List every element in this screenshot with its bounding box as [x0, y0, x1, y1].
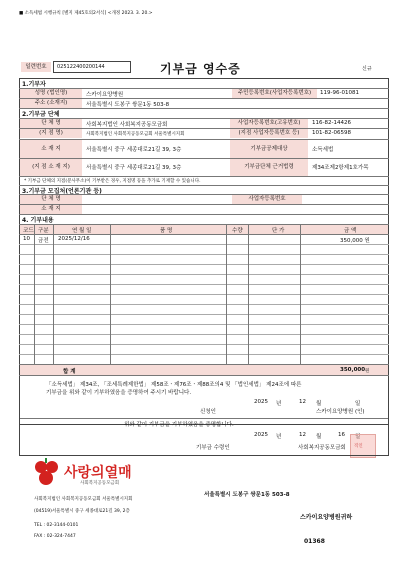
table-row-line: [19, 344, 389, 345]
donor-section-title: 1.기부자: [22, 81, 46, 88]
donor-id-label: 주민등록번호(사업자등록번호): [232, 89, 317, 98]
org-regno-label: 사업자등록번호(고유번호): [230, 119, 308, 128]
org-branch-label: (지 점 명): [20, 129, 82, 138]
recipient-code: 01368: [304, 538, 325, 545]
cert-day-unit: 일: [355, 401, 361, 407]
cert2-year-unit: 년: [276, 434, 282, 440]
donor-address-label: 주소 (소재지): [20, 99, 82, 108]
col-code: 코드: [23, 228, 34, 234]
cert2-month: 12: [299, 432, 306, 438]
org-basis-label: 기부금단체 근거법령: [230, 159, 308, 176]
footer-address: (04519)서울특별시 중구 세종대로21길 39, 2층: [34, 509, 130, 514]
org-branch-location-value: 서울특별시 중구 세종대로21길 39, 3층: [86, 165, 182, 171]
confirm-text: 위와 같이 기부금을 기부하였음을 증명합니다.: [124, 422, 234, 428]
page-title: 기부금 영수증: [160, 62, 241, 76]
recruiter-name-label: 단 체 명: [20, 195, 82, 204]
row-date: 2025/12/16: [58, 236, 90, 242]
table-row-line: [19, 284, 389, 285]
table-row-line: [19, 264, 389, 265]
org-type-label: 기부금공제대상: [230, 140, 308, 158]
row-type: 금전: [38, 238, 49, 244]
col-qty: 수량: [232, 228, 243, 234]
org-branch-regno-value: 101-82-06598: [312, 130, 351, 136]
cert2-day-unit: 일: [355, 434, 361, 440]
footer-tel: TEL : 02-3144-0101: [34, 523, 79, 528]
footer-org: 사회복지법인 사회복지공동모금회 서울특별시지회: [34, 497, 133, 502]
recruiter-section-title: 3.기부금 모집처(언론기관 등): [22, 188, 102, 195]
org-name-value: 사회복지법인 사회복지공동모금회: [86, 122, 168, 128]
logo-text: 사랑의열매: [64, 465, 132, 481]
recruiter-location-label: 소 재 지: [20, 205, 82, 214]
table-row-line: [19, 354, 389, 355]
official-seal: 직인: [350, 434, 376, 458]
table-row-line: [19, 334, 389, 335]
org-basis-value: 제34조제2항제1호가목: [312, 165, 369, 171]
cert-month: 12: [299, 399, 306, 405]
row-code: 10: [23, 236, 30, 242]
cert2-day: 16: [338, 432, 345, 438]
donor-address-value: 서울특별시 도봉구 쌍문1동 503-8: [86, 102, 170, 108]
applicant-value: 스카이요양병원 (인): [316, 409, 365, 415]
cert-line1: 「소득세법」 제34조, 「조세특례제한법」 제58조ㆍ제76조ㆍ제88조의4 및 「법인세법」 제24조에 따른: [46, 382, 302, 388]
col-item: 품 명: [160, 228, 173, 234]
logo-fruit-icon: [30, 458, 64, 492]
serial-value: 025122400200144: [57, 64, 105, 70]
col-price: 단 가: [272, 228, 285, 234]
donor-name-label: 성명 (법인명): [20, 89, 82, 98]
org-name-label: 단 체 명: [20, 119, 82, 128]
recruiter-regno-label: 사업자등록번호: [232, 195, 302, 204]
cert-year-unit: 년: [276, 401, 282, 407]
col-amount: 금 액: [344, 228, 357, 234]
table-row-line: [19, 274, 389, 275]
table-row-line: [19, 314, 389, 315]
form-reference: ■ 소득세법 시행규칙 [별지 제45호의2서식] <개정 2023. 3. 20.>: [19, 11, 153, 16]
org-branch-value: 사회복지법인 사회복지공동모금회 서울특별시지회: [86, 132, 185, 137]
org-regno-value: 116-82-14426: [312, 120, 351, 126]
row-amount: 350,000 원: [340, 238, 370, 244]
total-label: 합 계: [63, 369, 76, 375]
donor-name-value: 스카이요양병원: [86, 92, 124, 98]
total-value: 350,000: [340, 367, 366, 373]
donor-id-value: 119-96-01081: [320, 90, 359, 96]
col-type: 구분: [38, 228, 49, 234]
table-row-line: [19, 244, 389, 245]
total-unit: 원: [365, 369, 370, 374]
donations-section-title: 4. 기부내용: [22, 217, 54, 224]
org-branch-regno-label: (지점 사업자등록번호 등): [230, 129, 308, 138]
table-row-line: [19, 254, 389, 255]
footer-fax: FAX : 02-324-7447: [34, 534, 76, 539]
table-row-line: [19, 324, 389, 325]
col-date: 연 월 일: [72, 228, 92, 234]
status-label: 신규: [362, 66, 372, 72]
cert-frame: [19, 376, 389, 456]
org-note: * 기부금 단체의 지점(분사무소)이 기부받은 경우, 지점명 등을 추가로 기재할 수 있습니다.: [24, 179, 201, 184]
org-branch-location-label: (지 점 소 재 지): [20, 159, 82, 176]
table-row-line: [19, 294, 389, 295]
org-type-value: 소득세법: [312, 147, 334, 153]
recipient-address: 서울특별시 도봉구 쌍문1동 503-8: [204, 492, 290, 498]
cert-month-unit: 월: [316, 401, 322, 407]
cert-line2: 기부금을 위와 같이 기부하였음을 증명하여 주시기 바랍니다.: [46, 390, 192, 396]
receiver-value: 사회복지공동모금회: [298, 445, 346, 451]
org-location-value: 서울특별시 중구 세종대로21길 39, 3층: [86, 147, 182, 153]
cert2-year: 2025: [254, 432, 268, 438]
applicant-label: 신청인: [200, 409, 216, 415]
cert2-month-unit: 월: [316, 434, 322, 440]
org-location-label: 소 재 지: [20, 140, 82, 158]
cert-year: 2025: [254, 399, 268, 405]
logo-subtext: 사회복지공동모금회: [80, 481, 120, 486]
receiver-label: 기부금 수령인: [196, 445, 230, 451]
recipient-name: 스카이요양병원귀하: [300, 514, 353, 521]
org-section-title: 2.기부금 단체: [22, 111, 60, 118]
table-row-line: [19, 304, 389, 305]
serial-label: 일련번호: [21, 62, 51, 72]
